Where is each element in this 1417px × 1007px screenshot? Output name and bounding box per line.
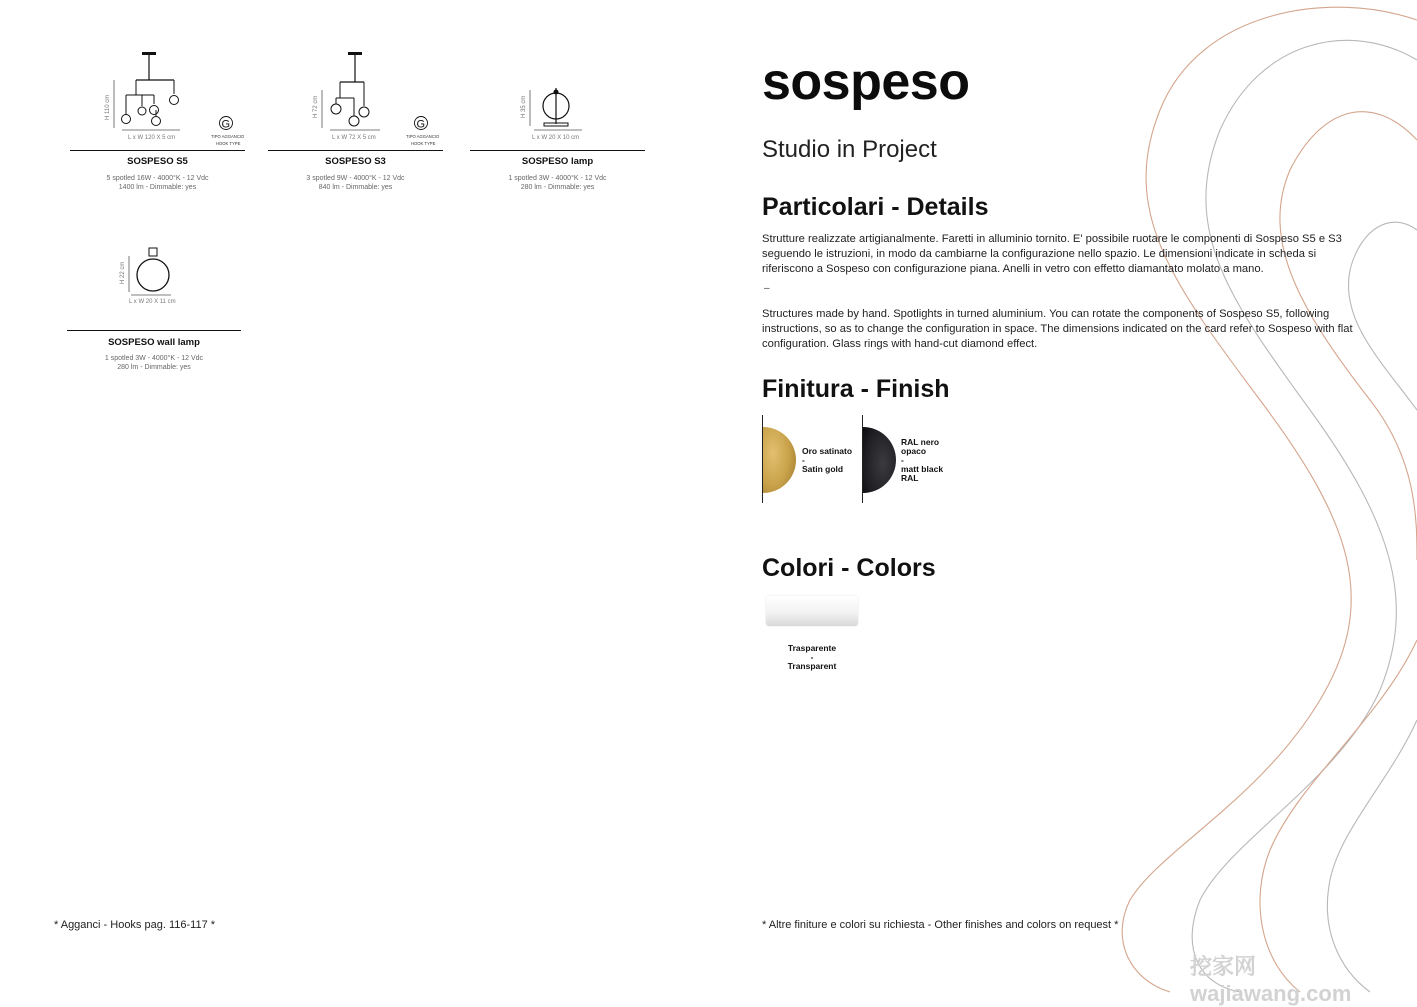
finish-label-line3: -	[901, 455, 904, 465]
color-label-line2: -	[810, 652, 814, 662]
finish-label	[901, 438, 961, 483]
finish-label-line1: Oro satinato	[802, 446, 853, 456]
finish-satin-gold	[762, 415, 857, 505]
color-label-line1: Trasparente	[787, 643, 837, 653]
finish-heading: Finitura - Finish	[762, 375, 950, 403]
hook-type-label-en: HOOK TYPE	[216, 141, 241, 146]
product-spec-line2: 280 lm - Dimmable: yes	[117, 364, 191, 371]
product-spec-line2: 280 lm - Dimmable: yes	[520, 184, 595, 191]
product-spec-line2: 840 lm - Dimmable: yes	[318, 184, 393, 191]
brand-title: sospeso	[762, 53, 970, 111]
hooks-footnote: * Agganci - Hooks pag. 116-117 *	[54, 919, 216, 931]
height-label: H 35 cm	[521, 95, 527, 118]
dims-label: L x W 20 X 10 cm	[532, 135, 580, 141]
matt-black-swatch	[862, 415, 902, 505]
product-spec-line1: 1 spotled 3W - 4000°K - 12 Vdc	[104, 355, 204, 362]
finish-label-line3: Satin gold	[802, 464, 844, 474]
language-separator: –	[764, 283, 770, 294]
satin-gold-swatch	[762, 415, 802, 505]
product-divider	[470, 150, 645, 151]
grey-curve	[1192, 40, 1417, 992]
sospeso-s3-drawing	[268, 50, 443, 150]
colors-heading: Colori - Colors	[762, 554, 936, 582]
product-sospeso-lamp	[470, 50, 645, 195]
copper-curve-lower	[1260, 640, 1417, 992]
product-spec-line2: 1400 lm - Dimmable: yes	[118, 184, 197, 191]
sospeso-s5-drawing	[70, 50, 245, 150]
finish-label-line4: matt black	[901, 464, 944, 474]
designer-name: Studio in Project	[762, 136, 937, 163]
details-text-english: Structures made by hand. Spotlights in turned aluminium. You can rotate the components of Sospeso S5, following instructions, so as to change the configuration in space. The dimensions indicated on the card refer to Sospeso with flat configuration. Glass rings with hand-cut diamond effect.	[762, 308, 1353, 350]
dims-label: L x W 20 X 11 cm	[129, 299, 176, 305]
details-text-italian: Strutture realizzate artigianalmente. Faretti in alluminio tornito. E' possibile ruotare le componenti di Sospeso S5 e S3 seguendo le istruzioni, in modo da cambiarne la configurazione nello spazio. Le dimensioni indicate in scheda si riferiscono a Sospeso con configurazione piana. Anelli in vetro con effetto diamantato molato a mano.	[762, 233, 1342, 275]
transparent-swatch	[766, 596, 858, 626]
finish-label	[802, 447, 862, 474]
finish-label-line5: RAL	[901, 473, 919, 483]
height-label: H 22 cm	[120, 261, 126, 284]
height-label: H 110 cm	[105, 94, 111, 120]
product-spec-line1: 3 spotled 9W - 4000°K - 12 Vdc	[306, 175, 405, 182]
product-divider	[67, 330, 241, 331]
product-sospeso-s3	[268, 50, 443, 195]
product-spec-line1: 5 spotled 16W - 4000°K - 12 Vdc	[106, 175, 209, 182]
hook-letter: G	[221, 118, 231, 131]
dims-label: L x W 72 X 5 cm	[332, 135, 376, 141]
color-label-line3: Transparent	[787, 661, 837, 671]
hook-type-label-it: TIPO AGGANCIO	[211, 134, 245, 139]
hook-letter: G	[416, 118, 426, 131]
finish-label-line1: RAL nero	[901, 437, 940, 447]
color-label-transparent	[766, 644, 858, 671]
finish-label-line2: -	[802, 455, 805, 465]
details-heading: Particolari - Details	[762, 193, 989, 221]
product-name: SOSPESO wall lamp	[108, 337, 200, 348]
sospeso-lamp-drawing	[470, 50, 645, 150]
dims-label: L x W 120 X 5 cm	[128, 135, 176, 141]
copper-curve-outer	[1122, 7, 1417, 992]
height-label: H 72 cm	[313, 95, 319, 118]
product-sospeso-wall-lamp	[67, 236, 241, 381]
product-name: SOSPESO S5	[127, 156, 188, 167]
hook-type-label-en: HOOK TYPE	[411, 141, 436, 146]
product-name: SOSPESO S3	[325, 156, 386, 167]
product-divider	[268, 150, 443, 151]
finishes-footnote: * Altre finiture e colori su richiesta - Other finishes and colors on request *	[762, 919, 1119, 931]
sospeso-wall-lamp-drawing	[67, 236, 241, 331]
product-name: SOSPESO lamp	[521, 156, 594, 167]
product-sospeso-s5	[70, 50, 245, 195]
finish-matt-black	[862, 415, 962, 505]
hook-type-label-it: TIPO AGGANCIO	[406, 134, 440, 139]
product-divider	[70, 150, 245, 151]
finish-label-line2: opaco	[901, 446, 927, 456]
watermark: 挖家网 wajiawang.com	[1190, 954, 1352, 1006]
product-spec-line1: 1 spotled 3W - 4000°K - 12 Vdc	[508, 175, 607, 182]
